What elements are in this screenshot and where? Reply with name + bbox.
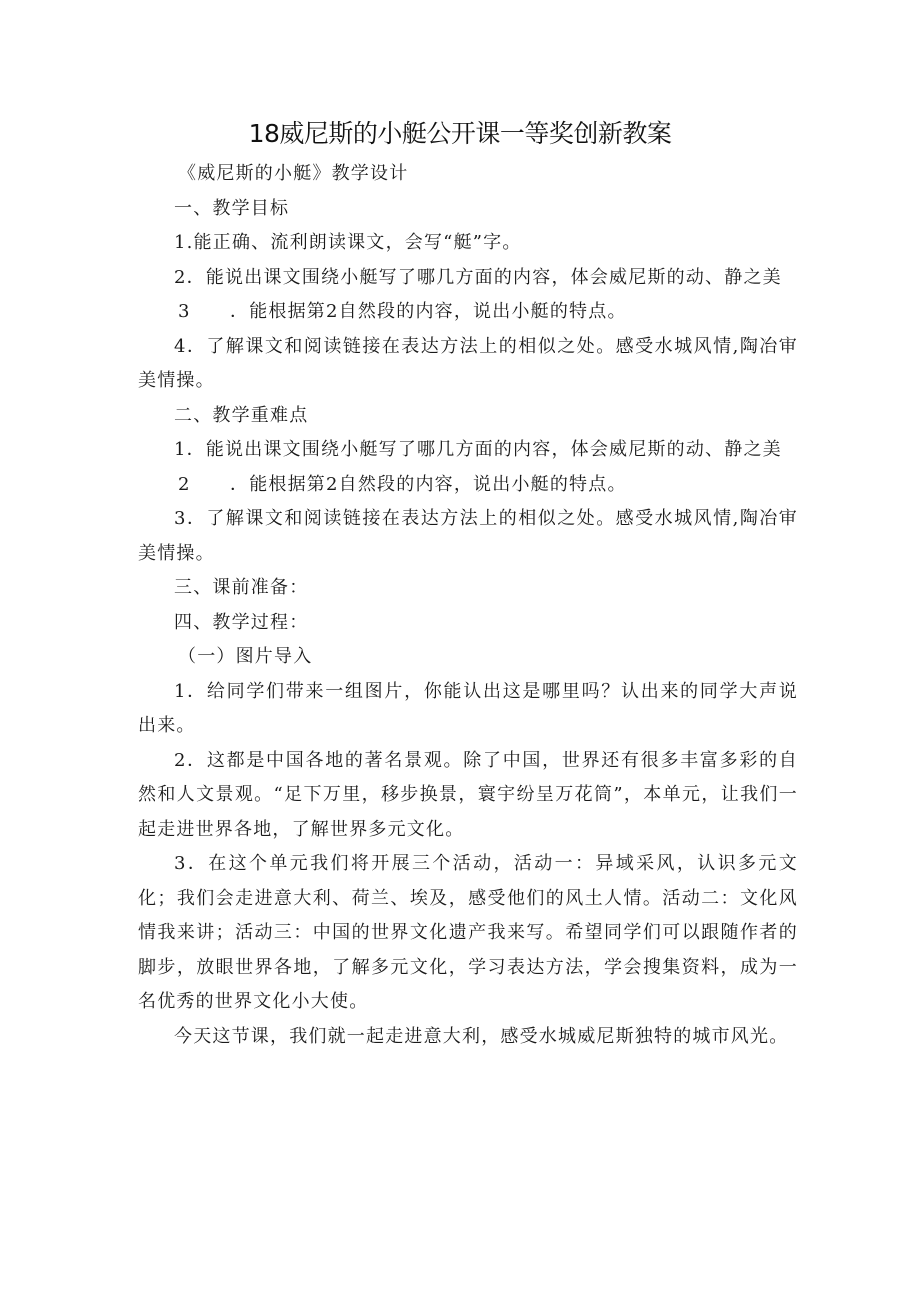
closing-paragraph: 今天这节课，我们就一起走进意大利，感受水城威尼斯独特的城市风光。 <box>174 1025 789 1047</box>
key-1: 1．能说出课文围绕小艇写了哪几方面的内容，体会威尼斯的动、静之美 <box>174 439 782 460</box>
key-heading: 二、教学重难点 <box>174 404 309 426</box>
key-2-text: ．能根据第2自然段的内容，说出小艇的特点。 <box>230 473 627 495</box>
key-2-number: 2 <box>178 473 191 495</box>
goals-heading: 一、教学目标 <box>174 197 290 219</box>
goal-1: 1.能正确、流利朗读课文，会写“艇”字。 <box>174 232 522 253</box>
step-2: 2．这都是中国各地的著名景观。除了中国，世界还有很多丰富多彩的自然和人文景观。“足下万里，移步换景，寰宇纷呈万花筒”，本单元，让我们一起走进世界各地，了解世界多元文化。 <box>138 749 798 840</box>
goal-3 <box>138 295 798 330</box>
step-3: 3．在这个单元我们将开展三个活动，活动一：异域采风，认识多元文化；我们会走进意大利、荷兰、埃及，感受他们的风土人情。活动二：文化风情我来讲；活动三：中国的世界文化遗产我来写。希望同学们可以跟随作者的脚步，放眼世界各地，了解多元文化，学习表达方法，学会搜集资料，成为一名优秀的世界文化小大使。 <box>138 853 798 1012</box>
document-title: 18威尼斯的小艇公开课一等奖创新教案 <box>248 119 672 148</box>
key-3: 3．了解课文和阅读链接在表达方法上的相似之处。感受水城风情,陶冶审美情操。 <box>138 508 798 564</box>
step-1: 1．给同学们带来一组图片，你能认出这是哪里吗？认出来的同学大声说出来。 <box>138 680 798 736</box>
goal-4: 4．了解课文和阅读链接在表达方法上的相似之处。感受水城风情,陶冶审美情操。 <box>138 335 798 391</box>
process-heading: 四、教学过程： <box>174 611 309 633</box>
goal-2: 2．能说出课文围绕小艇写了哪几方面的内容，体会威尼斯的动、静之美 <box>174 266 782 288</box>
goal-3-text: ．能根据第2自然段的内容，说出小艇的特点。 <box>230 301 627 322</box>
subtitle: 《威尼斯的小艇》教学设计 <box>178 163 409 184</box>
goal-3-number: 3 <box>178 301 191 322</box>
document-body <box>138 157 798 1054</box>
part-1-heading: （一）图片导入 <box>178 646 313 667</box>
key-2 <box>138 468 798 503</box>
prep-heading: 三、课前准备： <box>174 577 309 598</box>
